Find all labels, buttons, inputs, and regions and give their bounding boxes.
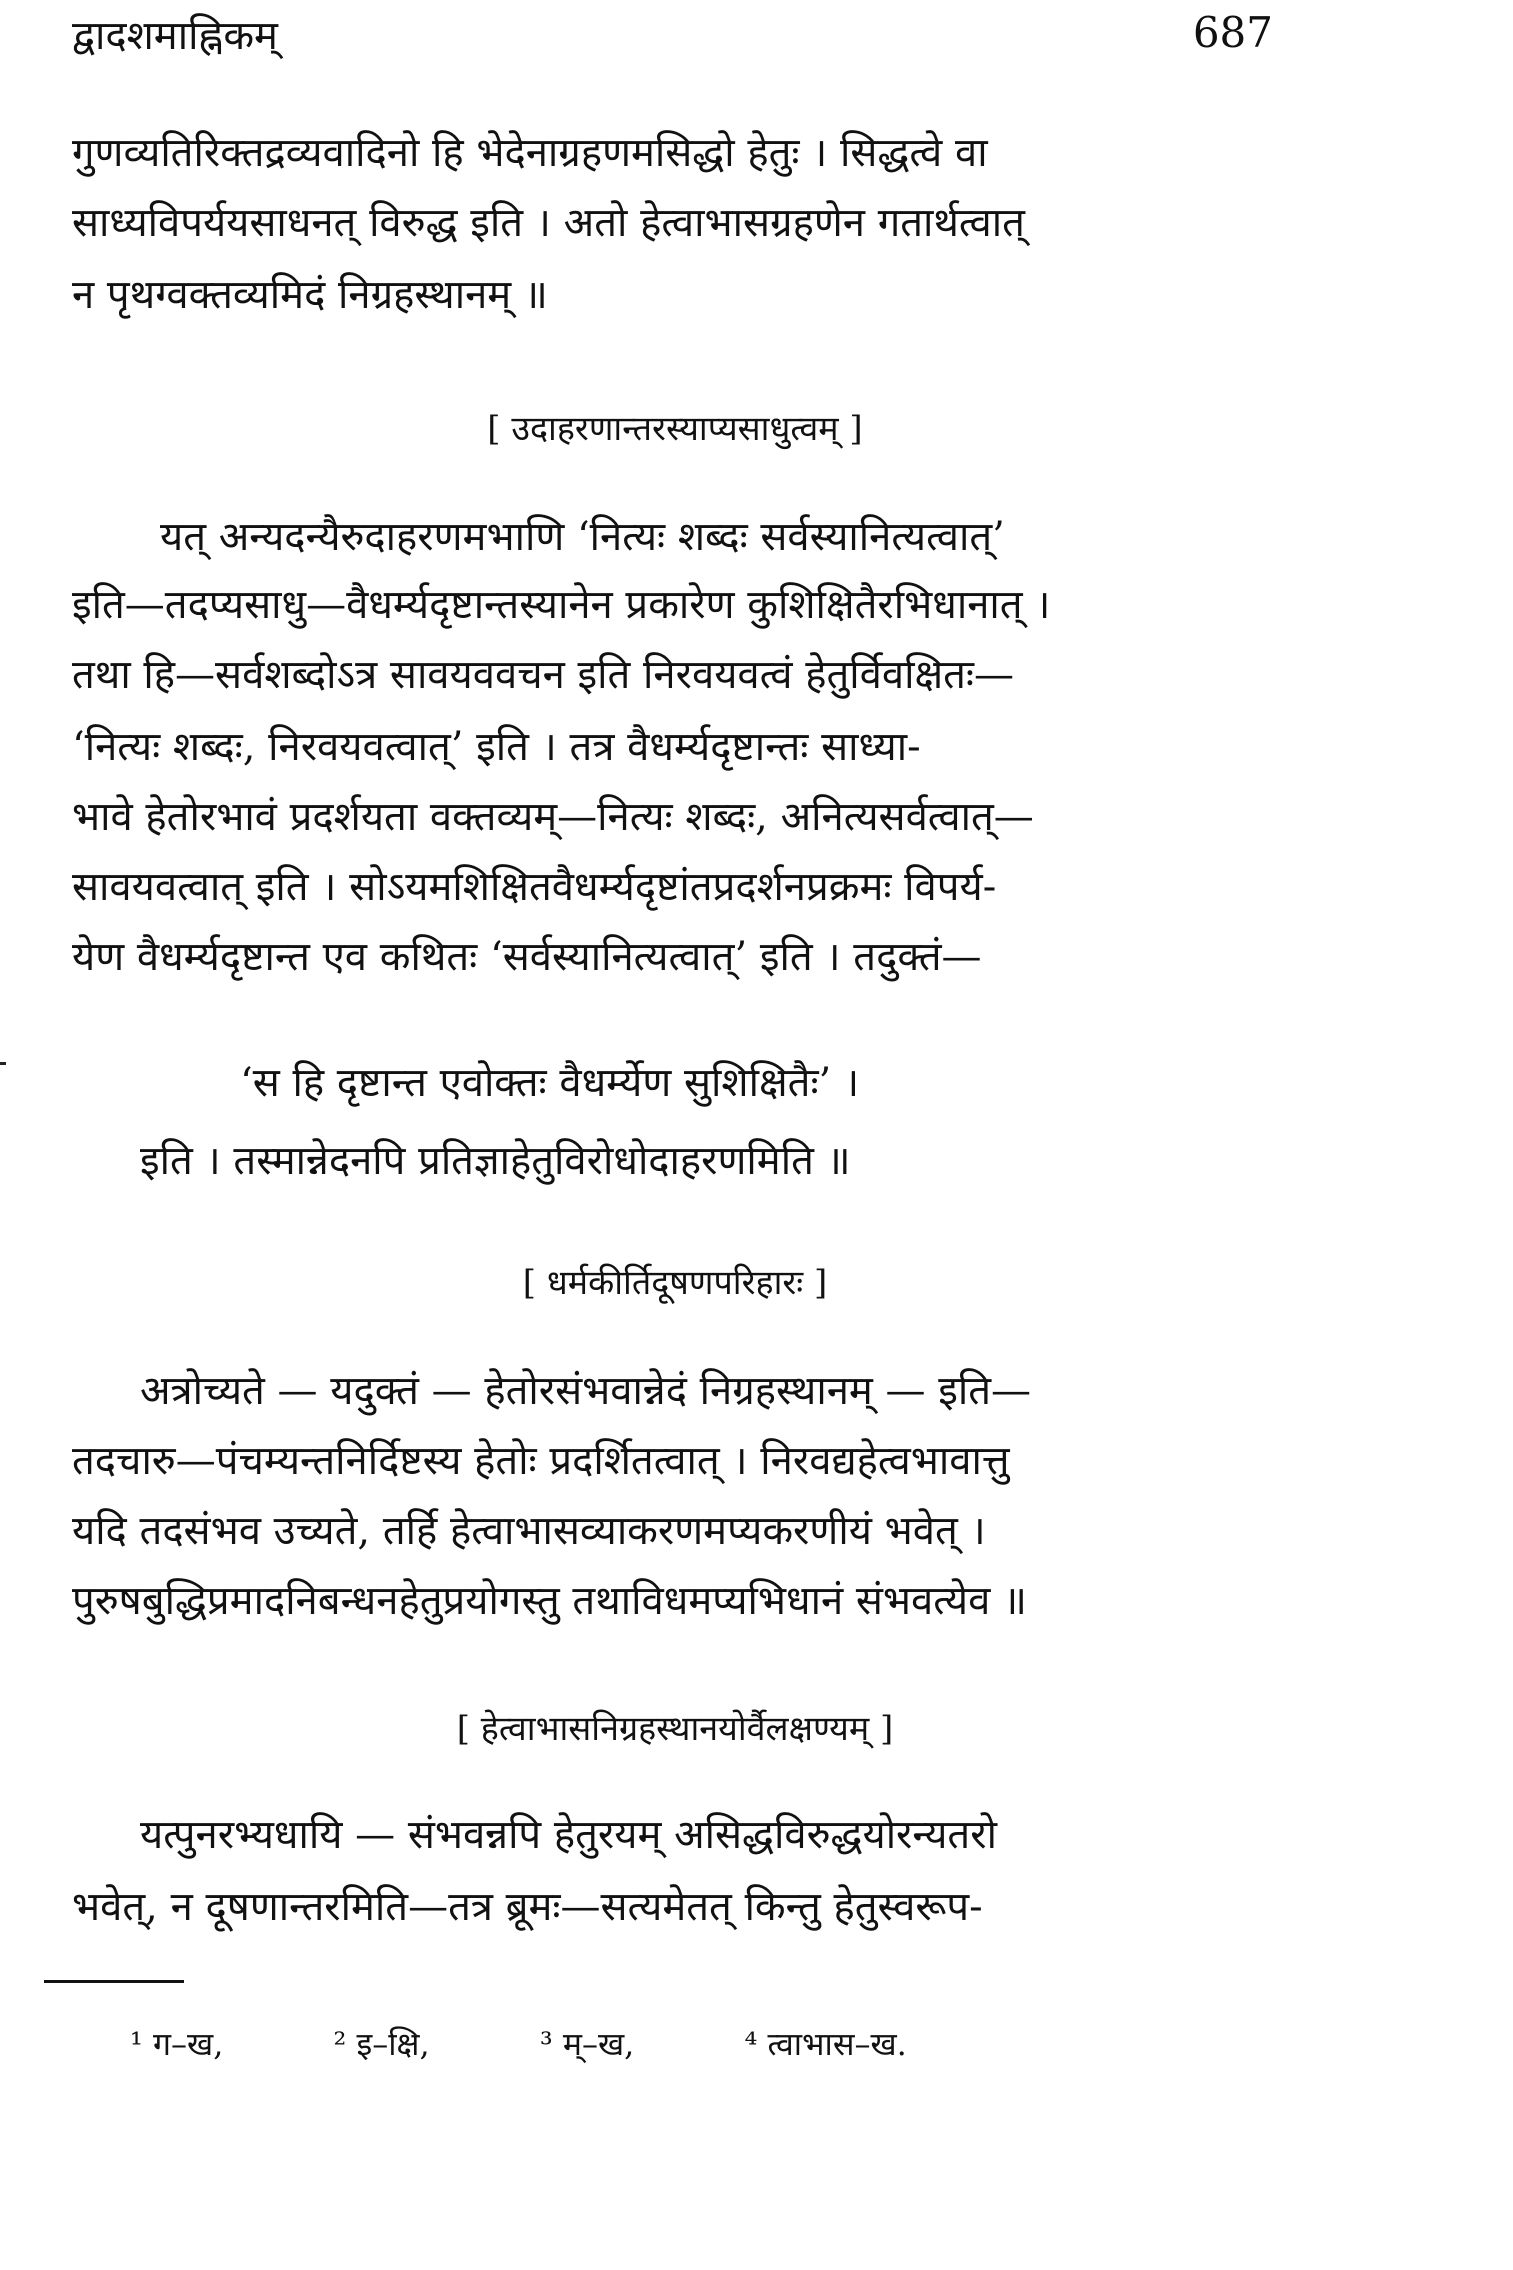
paragraph-1-line-3: न पृथग्वक्तव्यमिदं निग्रहस्थानम् ॥ xyxy=(72,272,548,318)
footnote-2: ² इ–क्षि, xyxy=(333,2025,430,2063)
running-head: द्वादशमाह्निकम् xyxy=(72,13,278,59)
section-heading-3: [ हेत्वाभासनिग्रहस्थानयोर्वैलक्षण्यम् ] xyxy=(456,1709,894,1749)
paragraph-2-line-5: भावे हेतोरभावं प्रदर्शयता वक्तव्यम्—नित्यः शब्दः, अनित्यसर्वत्वात्— xyxy=(72,794,1034,840)
paragraph-2-line-6: सावयवत्वात् इति । सोऽयमशिक्षितवैधर्म्यदृष्टांतप्रदर्शनप्रक्रमः विपर्य- xyxy=(72,864,997,910)
section-heading-2: [ धर्मकीर्तिदूषणपरिहारः ] xyxy=(522,1263,828,1303)
paragraph-5-line-1: यत्पुनरभ्यधायि — संभवन्नपि हेतुरयम् असिद्धविरुद्धयोरन्यतरो xyxy=(140,1812,997,1858)
quoted-verse: ‘स हि दृष्टान्त एवोक्तः वैधर्म्येण सुशिक्षितैः’ । xyxy=(240,1060,860,1106)
paragraph-3: इति । तस्मान्नेदनपि प्रतिज्ञाहेतुविरोधोदाहरणमिति ॥ xyxy=(140,1138,851,1184)
footnote-4: ⁴ त्वाभास–ख. xyxy=(744,2025,907,2063)
paragraph-1-line-2: साध्यविपर्ययसाधनत् विरुद्ध इति । अतो हेत्वाभासग्रहणेन गतार्थत्वात् xyxy=(72,200,1025,246)
paragraph-4-line-1: अत्रोच्यते — यदुक्तं — हेतोरसंभवान्नेदं निग्रहस्थानम् — इति— xyxy=(140,1368,1032,1414)
page-number: 687 xyxy=(1192,8,1273,57)
paragraph-5-line-2: भवेत्, न दूषणान्तरमिति—तत्र ब्रूमः—सत्यमेतत् किन्तु हेतुस्वरूप- xyxy=(72,1884,983,1930)
paragraph-2-line-3: तथा हि—सर्वशब्दोऽत्र सावयववचन इति निरवयवत्वं हेतुर्विवक्षितः— xyxy=(72,652,1015,698)
paragraph-2-line-4: ‘नित्यः शब्दः, निरवयवत्वात्’ इति । तत्र वैधर्म्यदृष्टान्तः साध्या- xyxy=(72,724,921,770)
paragraph-4-line-4: पुरुषबुद्धिप्रमादनिबन्धनहेतुप्रयोगस्तु तथाविधमप्यभिधानं संभवत्येव ॥ xyxy=(72,1578,1027,1624)
paragraph-2-line-2: इति—तदप्यसाधु—वैधर्म्यदृष्टान्तस्यानेन प्रकारेण कुशिक्षितैरभिधानात् । xyxy=(72,582,1051,628)
paragraph-2-line-7: येण वैधर्म्यदृष्टान्त एव कथितः ‘सर्वस्यानित्यत्वात्’ इति । तदुक्तं— xyxy=(72,934,982,980)
footnote-3: ³ म्–ख, xyxy=(539,2025,635,2063)
margin-mark xyxy=(0,1062,6,1065)
paragraph-4-line-3: यदि तदसंभव उच्यते, तर्हि हेत्वाभासव्याकरणमप्यकरणीयं भवेत् । xyxy=(72,1508,986,1554)
footnotes xyxy=(130,2025,1007,2063)
paragraph-4-line-2: तदचारु—पंचम्यन्तनिर्दिष्टस्य हेतोः प्रदर्शितत्वात् । निरवद्यहेत्वभावात्तु xyxy=(72,1438,1010,1484)
paragraph-1-line-1: गुणव्यतिरिक्तद्रव्यवादिनो हि भेदेनाग्रहणमसिद्धो हेतुः । सिद्धत्वे वा xyxy=(72,130,988,176)
footnote-1: ¹ ग–ख, xyxy=(130,2025,224,2063)
paragraph-2-line-1: यत् अन्यदन्यैरुदाहरणमभाणि ‘नित्यः शब्दः सर्वस्यानित्यत्वात्’ xyxy=(160,514,1005,560)
footnote-rule xyxy=(44,1980,184,1983)
section-heading-1: [ उदाहरणान्तरस्याप्यसाधुत्वम् ] xyxy=(487,409,863,449)
